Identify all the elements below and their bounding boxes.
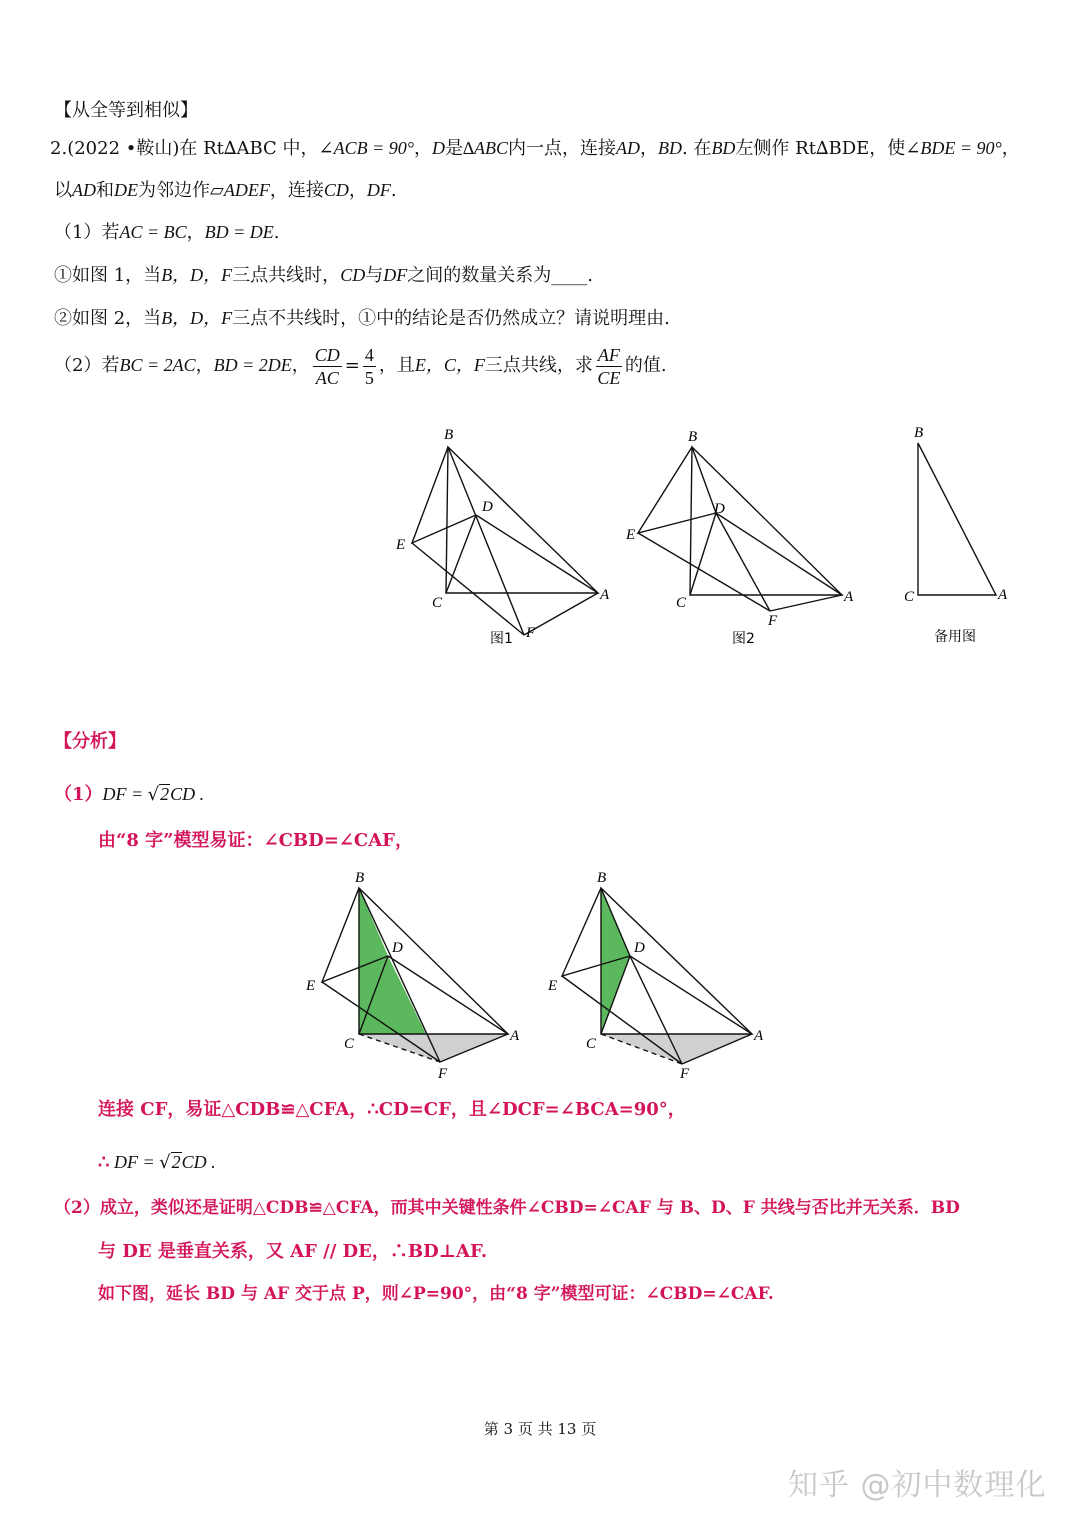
problem-text: 为邻边作	[138, 180, 210, 201]
segment-ef	[562, 976, 682, 1064]
fraction-four-fifths	[363, 344, 376, 389]
math-expr: BD = 2DE	[213, 355, 292, 375]
segment-df	[716, 513, 770, 611]
problem-text: .	[273, 222, 280, 243]
caption-figure-1: 图1	[490, 631, 513, 647]
section-title: 【从全等到相似】	[54, 100, 198, 121]
caption-figure-2: 图2	[732, 631, 755, 647]
math-expr: ∠ACB = 90°	[318, 138, 414, 158]
label-d: D	[482, 499, 493, 515]
segment-fa	[770, 595, 842, 611]
problem-text: 三点不共线时，①中的结论是否仍然成立？请说明理由.	[232, 308, 670, 329]
equals-sign: =	[344, 355, 360, 376]
problem-text: 之间的数量关系为____.	[407, 265, 593, 286]
label-a: A	[510, 1028, 520, 1044]
math-expr: AD	[72, 180, 96, 200]
problem-text: ②如图 2，当	[54, 308, 162, 329]
label-f: F	[526, 625, 536, 641]
problem-text: 以	[54, 180, 72, 201]
sqrt-radicand: 2	[171, 1152, 181, 1172]
fraction-denominator: 5	[364, 367, 374, 388]
problem-figures	[380, 415, 1040, 660]
fraction-numerator: 4	[364, 344, 374, 365]
label-e: E	[396, 537, 406, 553]
segment-ef	[638, 533, 770, 611]
label-b: B	[914, 425, 924, 441]
math-expr: DF =	[102, 784, 148, 804]
shaded-triangle-cdb	[601, 888, 630, 1034]
math-expr: AD	[615, 138, 640, 158]
fraction-numerator: AF	[597, 344, 620, 365]
analysis-part-2-line-2: 与 DE 是垂直关系，又 AF // DE，∴BD⊥AF.	[98, 1241, 488, 1262]
math-expr: ∠BDE = 90°	[905, 138, 1002, 158]
segment-da	[476, 515, 598, 593]
analysis-step-3	[98, 1150, 216, 1175]
math-expr: D	[431, 138, 445, 158]
math-expr: B，D，F	[161, 308, 233, 328]
answer-prefix: （1）	[54, 784, 103, 805]
therefore-symbol: ∴	[98, 1152, 110, 1173]
label-c: C	[432, 595, 443, 611]
segment-bd	[692, 447, 716, 513]
math-expr: DF	[383, 265, 408, 285]
label-d: D	[714, 501, 725, 517]
label-a: A	[998, 587, 1008, 603]
question-2	[54, 306, 670, 331]
label-c: C	[676, 595, 687, 611]
math-expr: AC = BC	[119, 222, 187, 242]
analysis-part-2-line-3: 如下图，延长 BD 与 AF 交于点 P，则∠P=90°，由“8 字”模型可证：∠CBD=∠CAF.	[98, 1284, 774, 1304]
problem-text: 在 Rt∆ABC 中，	[179, 138, 319, 159]
math-expr: ∆ABC	[462, 138, 508, 158]
triangle-abc	[918, 443, 996, 595]
label-c: C	[586, 1036, 597, 1052]
label-b: B	[444, 427, 454, 443]
label-b: B	[597, 870, 607, 886]
problem-text: ，	[195, 355, 214, 376]
problem-source: (2022 •鞍山)	[67, 138, 180, 159]
math-expr: DF	[366, 180, 391, 200]
problem-text: 内一点，连接	[507, 138, 616, 159]
math-expr: ▱ADEF	[210, 180, 270, 200]
segment-cd	[690, 513, 716, 595]
problem-text: （1）若	[54, 222, 120, 243]
label-b: B	[688, 429, 698, 445]
label-e: E	[548, 978, 558, 994]
label-c: C	[904, 589, 915, 605]
math-expr: BD = DE	[204, 222, 274, 242]
question-1	[54, 263, 593, 288]
label-d: D	[392, 940, 403, 956]
math-expr: CD	[323, 180, 349, 200]
problem-text: ，且	[378, 355, 415, 376]
problem-text: ，	[413, 138, 432, 159]
analysis-figures	[300, 866, 780, 1086]
label-f: F	[680, 1066, 690, 1082]
segment-ef	[412, 543, 524, 635]
label-b: B	[355, 870, 365, 886]
figure-spare	[918, 443, 996, 595]
segment-bf	[448, 447, 524, 635]
problem-text: 三点共线，求	[484, 355, 593, 376]
label-a: A	[600, 587, 610, 603]
label-f: F	[438, 1066, 448, 1082]
sqrt-symbol: √	[159, 1152, 171, 1173]
math-expr: DF =	[109, 1152, 160, 1172]
analysis-answer-1	[54, 782, 204, 807]
segment-da	[716, 513, 842, 595]
problem-text: 左侧作 Rt∆BDE，使	[735, 138, 906, 159]
label-a: A	[844, 589, 854, 605]
problem-text: 和	[96, 180, 114, 201]
problem-text: ，	[186, 222, 205, 243]
triangle-abc	[446, 447, 598, 593]
problem-text: ，连接	[269, 180, 324, 201]
part-1-condition	[54, 220, 279, 245]
label-d: D	[634, 940, 645, 956]
analysis-step-1: 由“8 字”模型易证：∠CBD=∠CAF，	[98, 830, 413, 851]
problem-text: ，	[1001, 138, 1020, 159]
label-c: C	[344, 1036, 355, 1052]
label-e: E	[306, 978, 316, 994]
part-2	[54, 342, 667, 389]
math-expr: BD	[711, 138, 736, 158]
fraction-af-ce	[596, 344, 622, 389]
fraction-denominator: CE	[597, 367, 621, 388]
label-a: A	[754, 1028, 764, 1044]
problem-line-2	[54, 178, 397, 203]
problem-text: 是	[444, 138, 463, 159]
triangle-bde	[412, 447, 476, 543]
math-expr: E，C，F	[414, 355, 485, 375]
problem-text: （2）若	[54, 355, 120, 376]
math-expr: CD	[340, 265, 366, 285]
math-expr: CD .	[170, 784, 205, 804]
problem-text: ，	[639, 138, 658, 159]
caption-spare-figure: 备用图	[934, 629, 976, 645]
problem-line-1	[50, 136, 1020, 161]
analysis-step-2: 连接 CF，易证△CDB≌△CFA，∴CD=CF，且∠DCF=∠BCA=90°，	[98, 1099, 686, 1120]
fraction-numerator: CD	[314, 344, 340, 365]
problem-text: 三点共线时，	[232, 265, 341, 286]
problem-number: 2.	[50, 138, 68, 159]
analysis-part-2-line-1: （2）成立，类似还是证明△CDB≌△CFA，而其中关键性条件∠CBD=∠CAF 与 B、D、F 共线与否比并无关系．BD	[54, 1198, 960, 1218]
problem-text: . 在	[681, 138, 712, 159]
math-expr: BD	[657, 138, 682, 158]
problem-text: ①如图 1，当	[54, 265, 162, 286]
label-e: E	[626, 527, 636, 543]
problem-text: ，	[348, 180, 367, 201]
math-expr: BC = 2AC	[119, 355, 196, 375]
watermark: 知乎 @初中数理化	[788, 1468, 1047, 1503]
figure-2	[638, 447, 842, 611]
fraction-cd-ac	[313, 344, 342, 389]
math-expr: DE	[114, 180, 138, 200]
label-f: F	[768, 613, 778, 629]
page-footer: 第 3 页 共 13 页	[483, 1420, 597, 1438]
problem-text: ，	[291, 355, 310, 376]
analysis-title: 【分析】	[54, 731, 126, 752]
math-expr: B，D，F	[161, 265, 233, 285]
fraction-denominator: AC	[315, 367, 339, 388]
problem-text: .	[390, 180, 397, 201]
sqrt-radicand: 2	[160, 784, 170, 804]
sqrt-symbol: √	[147, 784, 160, 805]
math-expr: CD .	[181, 1152, 216, 1172]
problem-text: 的值.	[624, 355, 667, 376]
problem-text: 与	[365, 265, 384, 286]
